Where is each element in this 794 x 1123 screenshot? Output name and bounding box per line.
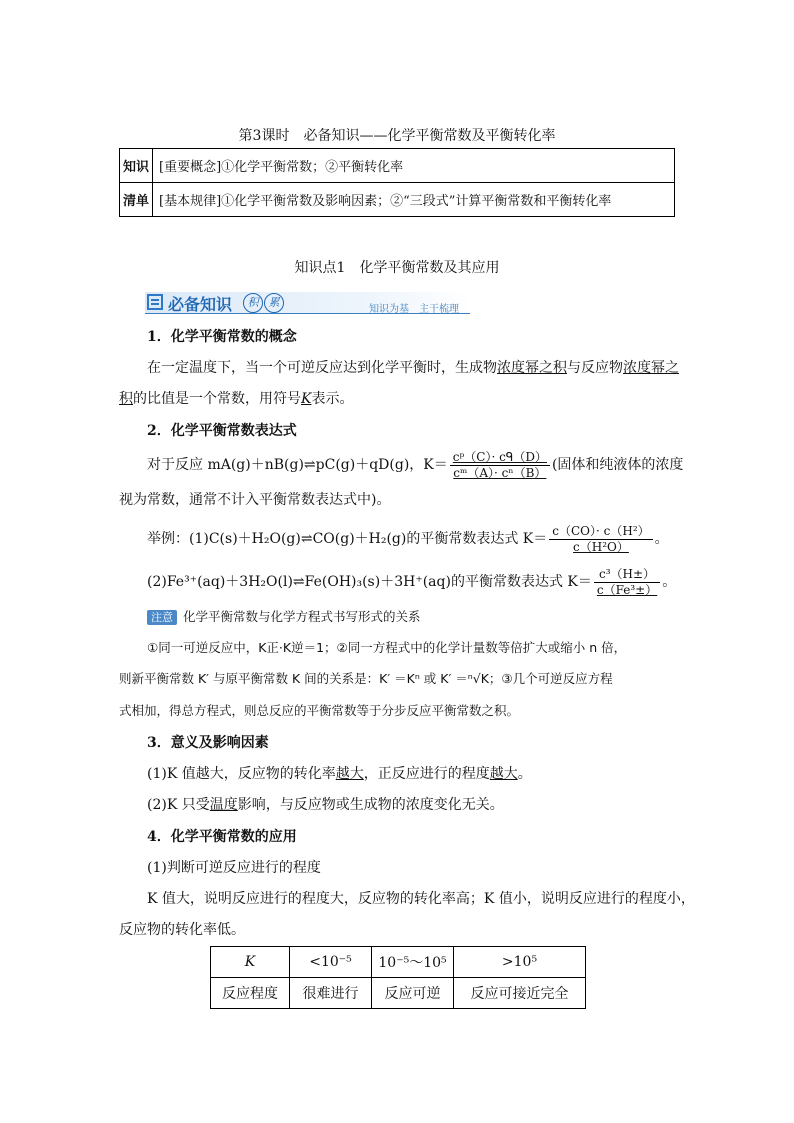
knowledge-list-table [119, 148, 675, 217]
symbol-k: K [301, 391, 312, 407]
table-cell: 反应可接近完全 [454, 978, 586, 1009]
example-2-line [147, 565, 676, 599]
general-k-fraction [450, 450, 550, 481]
table-cell: 很难进行 [290, 978, 372, 1009]
heading-3: 3．意义及影响因素 [147, 735, 269, 751]
k-degree-table [210, 946, 586, 1009]
answer-blank: 越大 [335, 766, 364, 782]
text: 影响，与反应物或生成物的浓度变化无关。 [237, 797, 504, 813]
text: 。 [662, 574, 677, 590]
application-line-2: 反应物的转化率低。 [119, 922, 245, 938]
text: 。 [654, 531, 669, 547]
table-cell: <10⁻⁵ [290, 947, 372, 978]
lesson-title: 第3课时 必备知识——化学平衡常数及平衡转化率 [238, 128, 556, 144]
note-line-1: ①同一可逆反应中，K正·K逆＝1；②同一方程式中的化学计量数等倍扩大或缩小 n 倍， [147, 640, 627, 655]
example-1-line [147, 522, 669, 556]
text: 在一定温度下，当一个可逆反应达到化学平衡时，生成物 [147, 360, 497, 376]
table-cell: K [211, 947, 290, 978]
fraction-numerator: c（CO）· c（H²） [549, 524, 652, 540]
table-row [211, 947, 586, 978]
text: (固体和纯液体的浓度 [551, 457, 684, 473]
banner-title: 必备知识 [168, 295, 233, 314]
text: Fe(OH)₃(s)＋3H⁺(aq)的平衡常数表达式 K＝ [304, 574, 592, 590]
basic-rules-row: [基本规律]①化学平衡常数及影响因素；②“三段式”计算平衡常数和平衡转化率 [153, 183, 675, 217]
paragraph-1-line-1 [147, 358, 679, 378]
banner-seal-1: 积 [243, 293, 263, 313]
text: 举例：(1)C(s)＋H₂O(g) [147, 531, 301, 547]
heading-4: 4．化学平衡常数的应用 [147, 829, 297, 845]
fraction-denominator: c（H²O） [573, 539, 629, 554]
table-cell: 反应程度 [211, 978, 290, 1009]
table-row [211, 978, 586, 1009]
example-1-fraction [549, 524, 652, 555]
text: 。 [517, 766, 532, 782]
general-expression-line-2: 视为常数，通常不计入平衡常数表达式中)。 [119, 492, 391, 508]
fraction-denominator: c（Fe³±） [596, 582, 658, 597]
factor-line-2 [147, 795, 504, 815]
table-cell: 反应可逆 [372, 978, 454, 1009]
fraction-numerator: cᵖ（C）· cᑫ（D） [450, 450, 550, 466]
table-cell: >10⁵ [454, 947, 586, 978]
note-title: 化学平衡常数与化学方程式书写形式的关系 [183, 609, 421, 624]
text: 对于反应 mA(g)＋nB(g) [147, 457, 304, 473]
subheading-4-1: (1)判断可逆反应进行的程度 [147, 860, 321, 876]
note-line-3: 式相加，得总方程式，则总反应的平衡常数等于分步反应平衡常数之积。 [119, 703, 520, 718]
note-line-2: 则新平衡常数 K′ 与原平衡常数 K 间的关系是：K′ ＝Kⁿ 或 K′ ＝ⁿ√K；③几个可逆反应方程 [119, 671, 613, 686]
reversible-arrow-icon: ⇌ [292, 574, 305, 590]
answer-blank: 温度 [209, 797, 238, 813]
text: pC(g)＋qD(g)，K＝ [315, 457, 448, 473]
banner-subtitle: 知识为基 主干梳理 [369, 304, 459, 315]
banner-seal-2: 累 [264, 293, 284, 313]
text: 与反应物 [567, 360, 623, 376]
answer-blank: 积 [119, 391, 133, 407]
reversible-arrow-icon: ⇌ [303, 457, 316, 473]
text: (2)K 只受 [147, 797, 210, 813]
example-2-fraction [594, 567, 660, 598]
table-cell: 10⁻⁵～10⁵ [372, 947, 454, 978]
factor-line-1 [147, 764, 532, 784]
fraction-denominator: cᵐ（A）· cⁿ（B） [453, 465, 547, 480]
fraction-numerator: c³（H±） [594, 567, 660, 583]
text: (1)K 值越大，反应物的转化率 [147, 766, 336, 782]
answer-blank: 浓度幂之 [623, 360, 679, 376]
heading-2: 2．化学平衡常数表达式 [147, 423, 297, 439]
key-concepts-row: [重要概念]①化学平衡常数；②平衡转化率 [153, 149, 675, 183]
text: ，正反应进行的程度 [363, 766, 490, 782]
general-expression-line [147, 447, 683, 483]
application-line-1: K 值大，说明反应进行的程度大，反应物的转化率高；K 值小，说明反应进行的程度小， [147, 891, 695, 907]
paragraph-1-line-2 [119, 389, 353, 409]
note-tag: 注意 [147, 610, 177, 625]
table-head-1: 知识 [120, 149, 153, 183]
text: CO(g)＋H₂(g)的平衡常数表达式 K＝ [312, 531, 548, 547]
answer-blank: 越大 [489, 766, 518, 782]
text: 表示。 [311, 391, 354, 407]
section-title: 知识点1 化学平衡常数及其应用 [294, 260, 500, 276]
knowledge-banner [145, 292, 470, 314]
text: (2)Fe³⁺(aq)＋3H₂O(l) [147, 574, 293, 590]
answer-blank: 浓度幂之积 [497, 360, 567, 376]
table-head-2: 清单 [120, 183, 153, 217]
reversible-arrow-icon: ⇌ [300, 531, 313, 547]
text: 的比值是一个常数，用符号 [133, 391, 301, 407]
note-heading [147, 607, 421, 627]
book-icon [147, 294, 163, 310]
heading-1: 1．化学平衡常数的概念 [147, 329, 297, 345]
